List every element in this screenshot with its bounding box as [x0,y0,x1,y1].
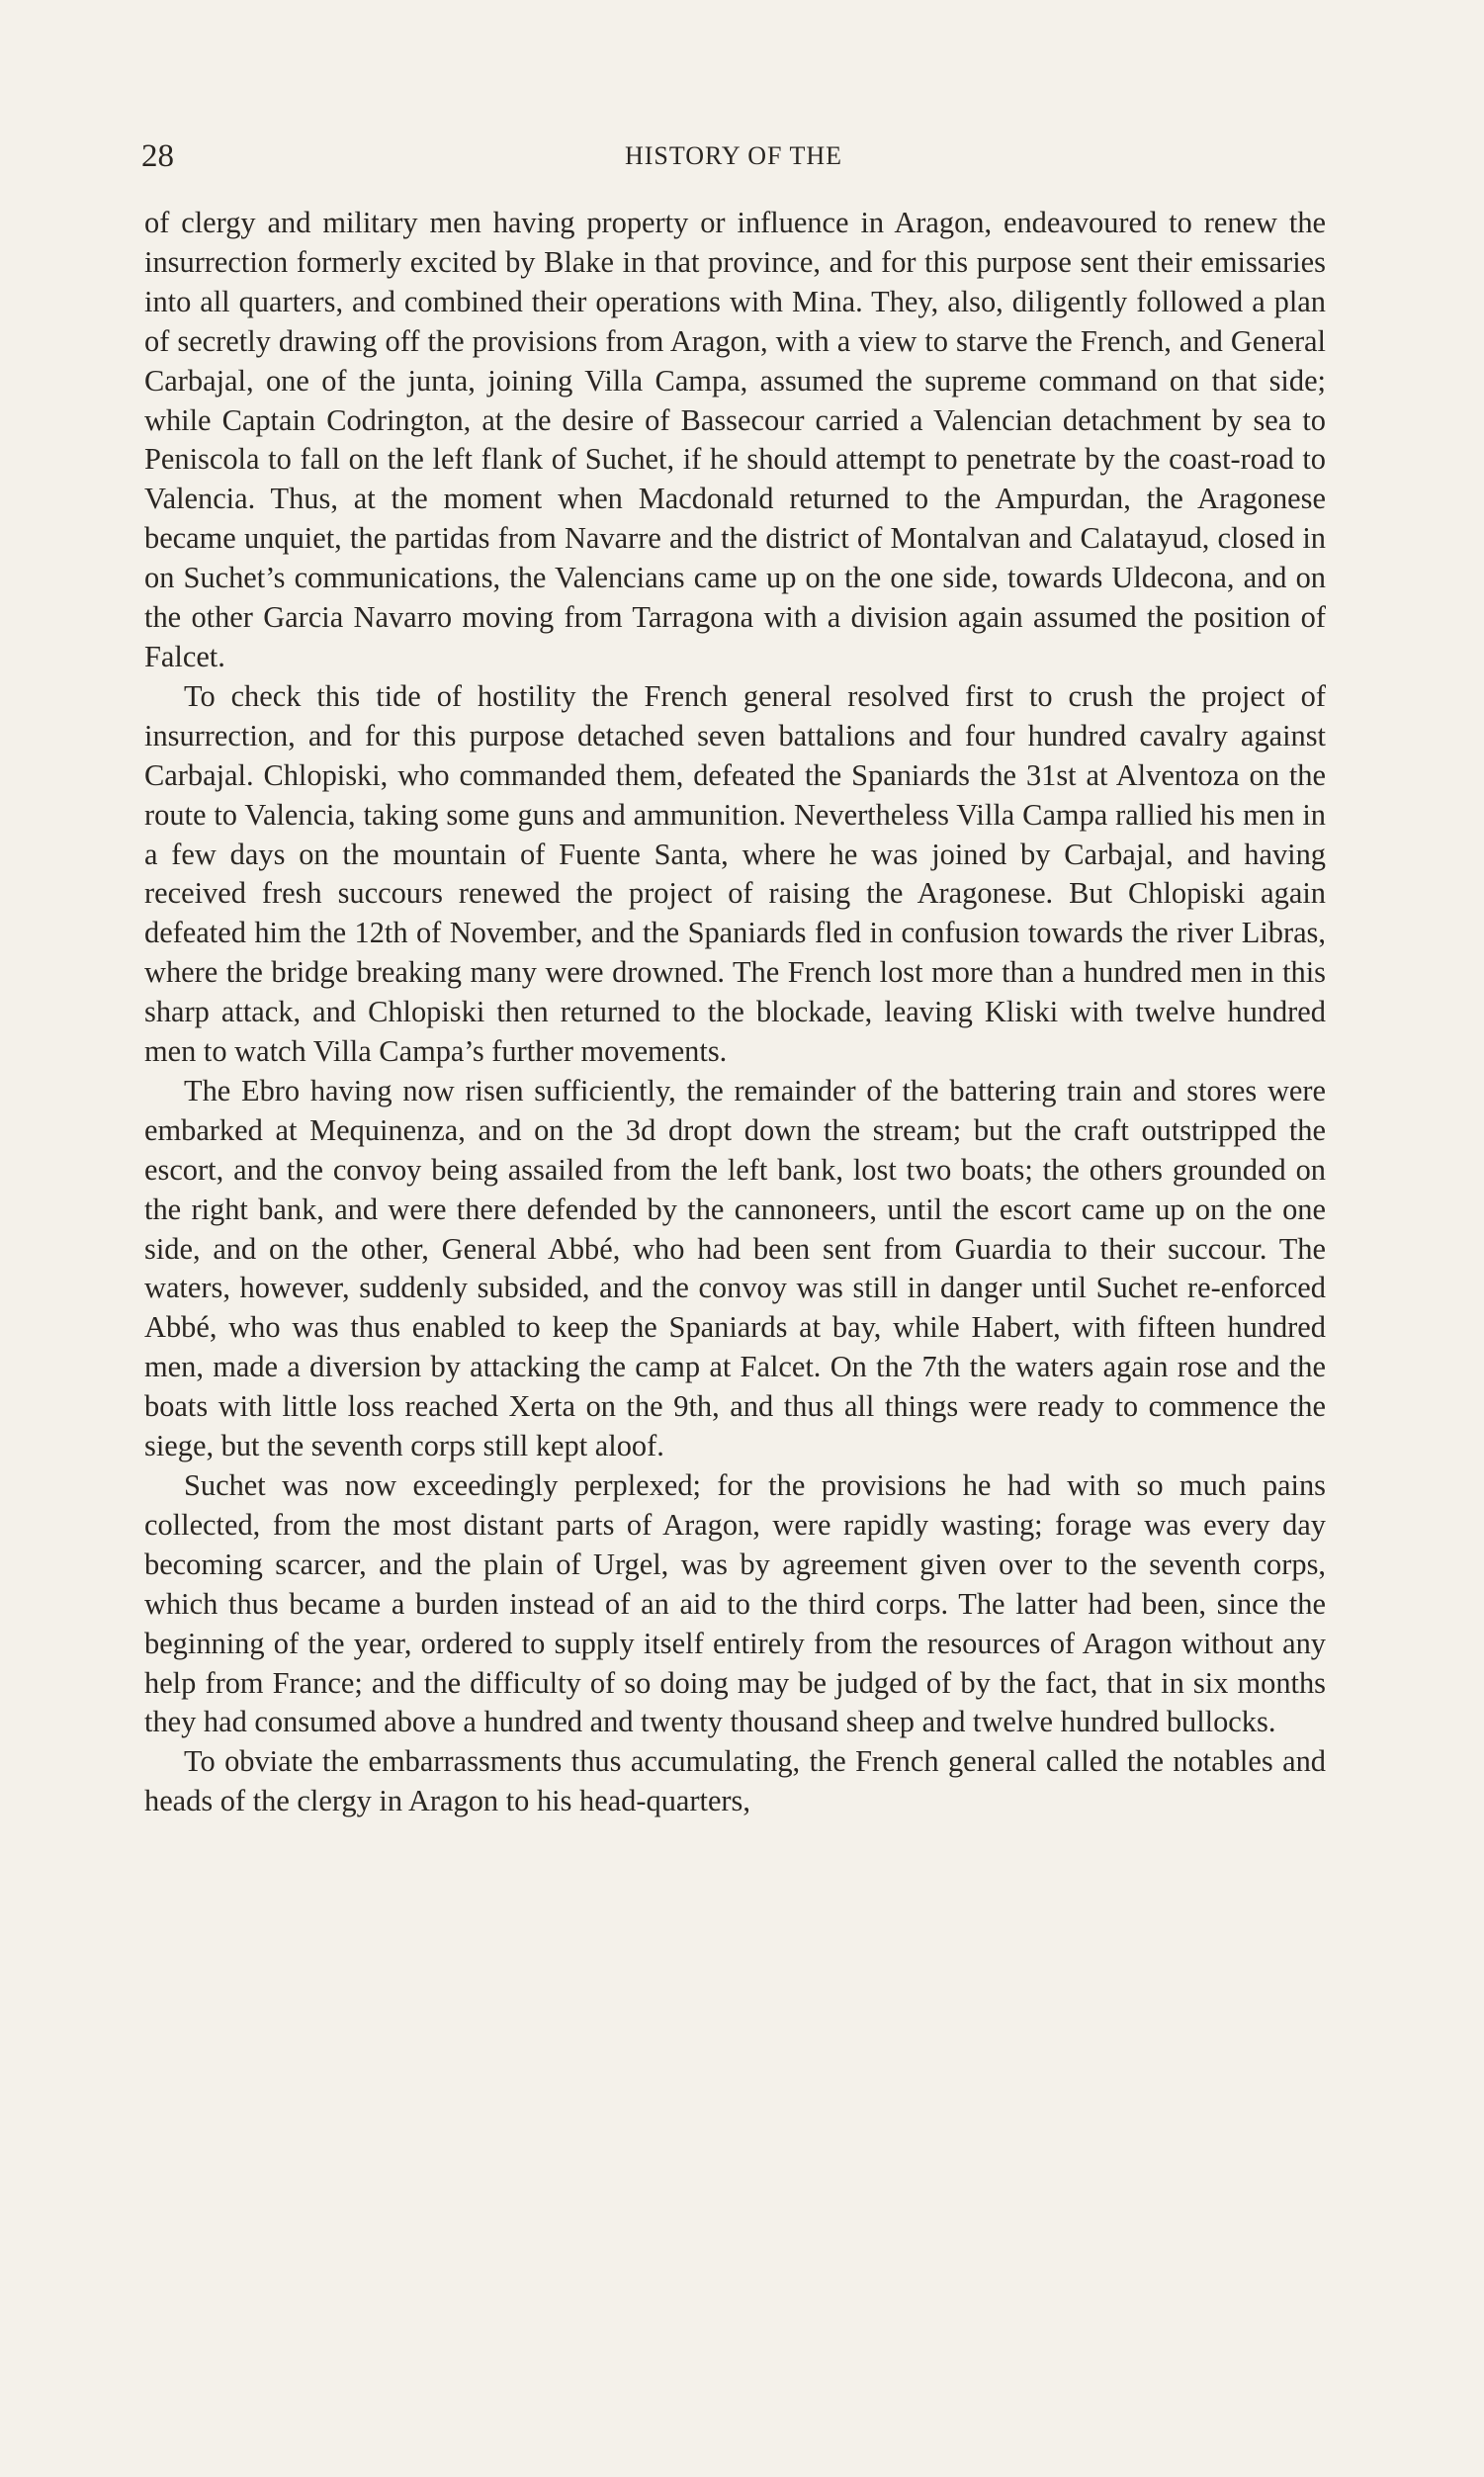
body-text [144,204,1326,1821]
paragraph: The Ebro having now risen sufficiently, the remainder of the battering train and stores were embarked at Mequinenza, and on the 3d dropt down the stream; but the craft outstripped the escort, and the convoy being assailed from the left bank, lost two boats; the others grounded on the right bank, and were there defended by the cannoneers, until the escort came up on the one side, and on the other, General Abbé, who had been sent from Guardia to their succour. The waters, however, suddenly subsided, and the convoy was still in danger until Suchet re-enforced Abbé, who was thus enabled to keep the Spaniards at bay, while Habert, with fifteen hundred men, made a diversion by attacking the camp at Falcet. On the 7th the waters again rose and the boats with little loss reached Xerta on the 9th, and thus all things were ready to commence the siege, but the seventh corps still kept aloof. [144,1073,1326,1463]
paragraph-continuation: of clergy and military men having property or influence in Aragon, endeavoured to renew the insurrection formerly excited by Blake in that province, and for this purpose sent their emissaries into all quarters, and combined their operations with Mina. They, also, diligently followed a plan of secretly drawing off the provisions from Aragon, with a view to starve the French, and General Carbajal, one of the junta, joining Villa Campa, assumed the supreme command on that side; while Captain Codrington, at the desire of Bassecour carried a Valencian detachment by sea to Peniscola to fall on the left flank of Suchet, if he should attempt to penetrate by the coast-road to Valencia. Thus, at the moment when Macdonald returned to the Ampurdan, the Aragonese became unquiet, the partidas from Navarre and the district of Montalvan and Calatayud, closed in on Suchet’s communications, the Valencians came up on the one side, towards Uldecona, and on the other Garcia Navarro moving from Tarragona with a division again assumed the position of Falcet. [144,206,1326,673]
running-head: HISTORY OF THE [624,141,843,170]
paragraph: To obviate the embarrassments thus accumulating, the French general called the notables and heads of the clergy in Aragon to his head-quarters, [144,1744,1326,1818]
page-number: 28 [141,138,174,174]
paragraph: To check this tide of hostility the French general resolved first to crush the project of insurrection, and for this purpose detached seven battalions and four hundred cavalry against Carbajal. Chlopiski, who commanded them, defeated the Spaniards the 31st at Alventoza on the route to Valencia, taking some guns and ammunition. Nevertheless Villa Campa rallied his men in a few days on the mountain of Fuente Santa, where he was joined by Carbajal, and having received fresh succours renewed the project of raising the Aragonese. But Chlopiski again defeated him the 12th of November, and the Spaniards fled in confusion towards the river Libras, where the bridge breaking many were drowned. The French lost more than a hundred men in this sharp attack, and Chlopiski then returned to the blockade, leaving Kliski with twelve hundred men to watch Villa Campa’s further movements. [144,678,1326,1069]
page-header [141,134,1326,178]
paragraph: Suchet was now exceedingly perplexed; for the provisions he had with so much pains collected, from the most distant parts of Aragon, were rapidly wasting; forage was every day becoming scarcer, and the plain of Urgel, was by agreement given over to the seventh corps, which thus became a burden instead of an aid to the third corps. The latter had been, since the beginning of the year, ordered to supply itself entirely from the resources of Aragon without any help from France; and the difficulty of so doing may be judged of by the fact, that in six months they had consumed above a hundred and twenty thousand sheep and twelve hundred bullocks. [144,1468,1326,1739]
